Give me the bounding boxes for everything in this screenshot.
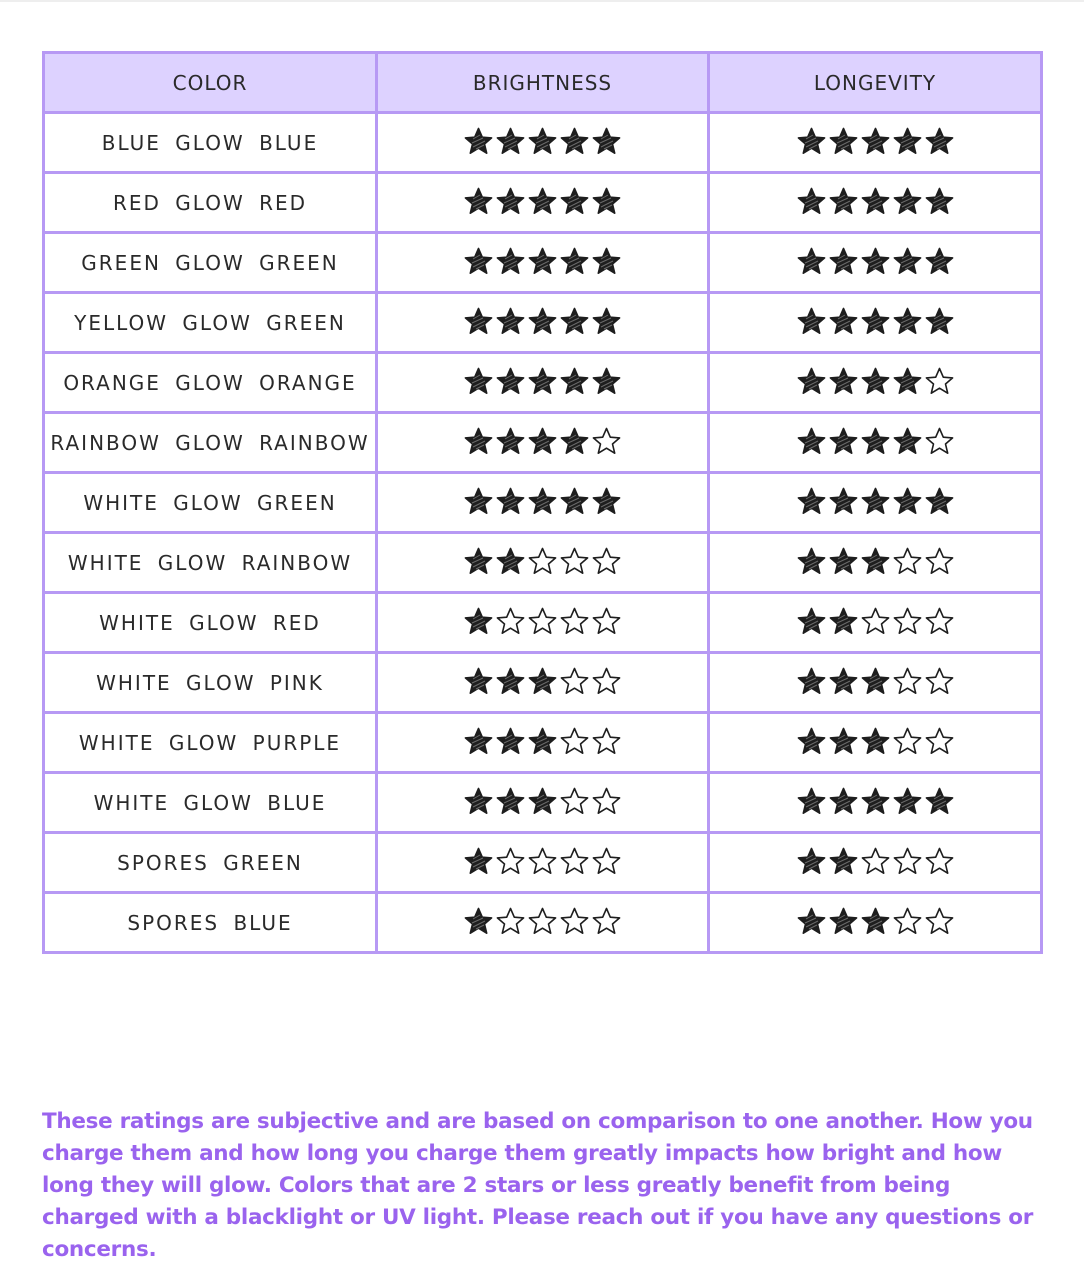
filled-star-icon	[893, 487, 922, 515]
filled-star-icon	[464, 547, 493, 575]
filled-star-icon	[464, 247, 493, 275]
brightness-stars	[464, 847, 621, 875]
brightness-rating	[377, 593, 709, 653]
filled-star-icon	[464, 487, 493, 515]
color-name: WHITE GLOW RED	[44, 593, 377, 653]
filled-star-icon	[528, 187, 557, 215]
longevity-stars	[797, 127, 954, 155]
filled-star-icon	[797, 907, 826, 935]
brightness-stars	[464, 607, 621, 635]
filled-star-icon	[829, 727, 858, 755]
filled-star-icon	[464, 187, 493, 215]
brightness-stars	[464, 307, 621, 335]
brightness-rating	[377, 293, 709, 353]
empty-star-icon	[496, 847, 525, 875]
color-name: WHITE GLOW BLUE	[44, 773, 377, 833]
longevity-stars	[797, 187, 954, 215]
filled-star-icon	[592, 127, 621, 155]
brightness-rating	[377, 713, 709, 773]
empty-star-icon	[893, 607, 922, 635]
color-name: RAINBOW GLOW RAINBOW	[44, 413, 377, 473]
longevity-rating	[709, 413, 1042, 473]
longevity-rating	[709, 293, 1042, 353]
glow-ratings-table	[42, 51, 1043, 954]
filled-star-icon	[861, 667, 890, 695]
table-row	[44, 533, 1042, 593]
filled-star-icon	[925, 307, 954, 335]
filled-star-icon	[560, 127, 589, 155]
filled-star-icon	[829, 247, 858, 275]
brightness-stars	[464, 427, 621, 455]
empty-star-icon	[925, 667, 954, 695]
filled-star-icon	[797, 367, 826, 395]
filled-star-icon	[496, 667, 525, 695]
brightness-rating	[377, 353, 709, 413]
table-body	[44, 113, 1042, 953]
table-row	[44, 413, 1042, 473]
brightness-rating	[377, 173, 709, 233]
filled-star-icon	[925, 487, 954, 515]
empty-star-icon	[592, 847, 621, 875]
filled-star-icon	[528, 247, 557, 275]
color-name: RED GLOW RED	[44, 173, 377, 233]
filled-star-icon	[829, 307, 858, 335]
longevity-stars	[797, 667, 954, 695]
color-name: SPORES BLUE	[44, 893, 377, 953]
empty-star-icon	[592, 607, 621, 635]
brightness-stars	[464, 547, 621, 575]
color-name: ORANGE GLOW ORANGE	[44, 353, 377, 413]
color-name: WHITE GLOW GREEN	[44, 473, 377, 533]
filled-star-icon	[496, 187, 525, 215]
table-row	[44, 293, 1042, 353]
filled-star-icon	[829, 367, 858, 395]
filled-star-icon	[861, 187, 890, 215]
filled-star-icon	[797, 187, 826, 215]
brightness-rating	[377, 653, 709, 713]
longevity-rating	[709, 833, 1042, 893]
filled-star-icon	[560, 487, 589, 515]
longevity-stars	[797, 907, 954, 935]
empty-star-icon	[925, 607, 954, 635]
brightness-stars	[464, 787, 621, 815]
empty-star-icon	[925, 727, 954, 755]
filled-star-icon	[464, 307, 493, 335]
filled-star-icon	[861, 727, 890, 755]
header-brightness: BRIGHTNESS	[377, 53, 709, 113]
filled-star-icon	[464, 847, 493, 875]
longevity-rating	[709, 593, 1042, 653]
brightness-stars	[464, 487, 621, 515]
color-name: GREEN GLOW GREEN	[44, 233, 377, 293]
brightness-rating	[377, 473, 709, 533]
brightness-rating	[377, 893, 709, 953]
filled-star-icon	[861, 367, 890, 395]
table-row	[44, 113, 1042, 173]
filled-star-icon	[861, 487, 890, 515]
longevity-stars	[797, 367, 954, 395]
longevity-stars	[797, 247, 954, 275]
filled-star-icon	[464, 907, 493, 935]
filled-star-icon	[829, 667, 858, 695]
empty-star-icon	[893, 847, 922, 875]
filled-star-icon	[861, 247, 890, 275]
filled-star-icon	[496, 427, 525, 455]
filled-star-icon	[925, 787, 954, 815]
empty-star-icon	[592, 787, 621, 815]
filled-star-icon	[829, 547, 858, 575]
filled-star-icon	[592, 367, 621, 395]
empty-star-icon	[925, 907, 954, 935]
filled-star-icon	[528, 307, 557, 335]
table-row	[44, 233, 1042, 293]
filled-star-icon	[464, 787, 493, 815]
filled-star-icon	[560, 427, 589, 455]
filled-star-icon	[797, 127, 826, 155]
header-longevity: LONGEVITY	[709, 53, 1042, 113]
empty-star-icon	[560, 907, 589, 935]
brightness-rating	[377, 833, 709, 893]
filled-star-icon	[797, 547, 826, 575]
table-row	[44, 833, 1042, 893]
filled-star-icon	[861, 427, 890, 455]
longevity-rating	[709, 233, 1042, 293]
brightness-stars	[464, 247, 621, 275]
filled-star-icon	[528, 127, 557, 155]
longevity-stars	[797, 847, 954, 875]
brightness-rating	[377, 413, 709, 473]
filled-star-icon	[464, 367, 493, 395]
empty-star-icon	[925, 547, 954, 575]
filled-star-icon	[861, 907, 890, 935]
longevity-stars	[797, 787, 954, 815]
filled-star-icon	[464, 667, 493, 695]
longevity-stars	[797, 307, 954, 335]
filled-star-icon	[893, 307, 922, 335]
brightness-rating	[377, 113, 709, 173]
longevity-rating	[709, 713, 1042, 773]
filled-star-icon	[528, 427, 557, 455]
filled-star-icon	[829, 607, 858, 635]
filled-star-icon	[496, 247, 525, 275]
brightness-stars	[464, 727, 621, 755]
empty-star-icon	[560, 847, 589, 875]
empty-star-icon	[528, 607, 557, 635]
filled-star-icon	[893, 127, 922, 155]
filled-star-icon	[893, 427, 922, 455]
filled-star-icon	[496, 367, 525, 395]
longevity-stars	[797, 487, 954, 515]
longevity-stars	[797, 607, 954, 635]
filled-star-icon	[464, 607, 493, 635]
filled-star-icon	[829, 907, 858, 935]
brightness-stars	[464, 367, 621, 395]
table-row	[44, 593, 1042, 653]
empty-star-icon	[528, 847, 557, 875]
empty-star-icon	[861, 847, 890, 875]
filled-star-icon	[592, 307, 621, 335]
filled-star-icon	[560, 307, 589, 335]
brightness-stars	[464, 127, 621, 155]
filled-star-icon	[925, 127, 954, 155]
filled-star-icon	[464, 427, 493, 455]
filled-star-icon	[496, 307, 525, 335]
color-name: WHITE GLOW PURPLE	[44, 713, 377, 773]
filled-star-icon	[496, 787, 525, 815]
filled-star-icon	[829, 787, 858, 815]
filled-star-icon	[829, 427, 858, 455]
brightness-rating	[377, 533, 709, 593]
table-row	[44, 713, 1042, 773]
filled-star-icon	[861, 787, 890, 815]
filled-star-icon	[797, 607, 826, 635]
empty-star-icon	[925, 367, 954, 395]
filled-star-icon	[464, 727, 493, 755]
filled-star-icon	[496, 727, 525, 755]
header-color: COLOR	[44, 53, 377, 113]
empty-star-icon	[560, 667, 589, 695]
filled-star-icon	[861, 547, 890, 575]
filled-star-icon	[528, 367, 557, 395]
filled-star-icon	[560, 187, 589, 215]
filled-star-icon	[592, 487, 621, 515]
empty-star-icon	[592, 547, 621, 575]
longevity-rating	[709, 173, 1042, 233]
empty-star-icon	[592, 727, 621, 755]
filled-star-icon	[893, 787, 922, 815]
filled-star-icon	[829, 487, 858, 515]
filled-star-icon	[797, 847, 826, 875]
filled-star-icon	[893, 187, 922, 215]
empty-star-icon	[528, 907, 557, 935]
longevity-rating	[709, 653, 1042, 713]
brightness-rating	[377, 233, 709, 293]
header-row	[44, 53, 1042, 113]
filled-star-icon	[560, 247, 589, 275]
table-row	[44, 353, 1042, 413]
longevity-stars	[797, 547, 954, 575]
filled-star-icon	[528, 727, 557, 755]
color-name: WHITE GLOW PINK	[44, 653, 377, 713]
filled-star-icon	[925, 187, 954, 215]
filled-star-icon	[797, 667, 826, 695]
table-row	[44, 893, 1042, 953]
empty-star-icon	[496, 607, 525, 635]
longevity-stars	[797, 427, 954, 455]
empty-star-icon	[592, 667, 621, 695]
filled-star-icon	[496, 487, 525, 515]
empty-star-icon	[560, 787, 589, 815]
longevity-rating	[709, 533, 1042, 593]
empty-star-icon	[592, 907, 621, 935]
longevity-rating	[709, 353, 1042, 413]
filled-star-icon	[925, 247, 954, 275]
filled-star-icon	[592, 187, 621, 215]
filled-star-icon	[797, 307, 826, 335]
filled-star-icon	[829, 127, 858, 155]
empty-star-icon	[893, 667, 922, 695]
empty-star-icon	[861, 607, 890, 635]
empty-star-icon	[496, 907, 525, 935]
empty-star-icon	[893, 547, 922, 575]
filled-star-icon	[829, 187, 858, 215]
filled-star-icon	[797, 787, 826, 815]
color-name: YELLOW GLOW GREEN	[44, 293, 377, 353]
table-row	[44, 773, 1042, 833]
empty-star-icon	[893, 907, 922, 935]
filled-star-icon	[496, 127, 525, 155]
filled-star-icon	[829, 847, 858, 875]
filled-star-icon	[797, 727, 826, 755]
brightness-rating	[377, 773, 709, 833]
filled-star-icon	[528, 667, 557, 695]
longevity-stars	[797, 727, 954, 755]
empty-star-icon	[925, 427, 954, 455]
table-row	[44, 173, 1042, 233]
filled-star-icon	[797, 247, 826, 275]
top-divider	[0, 0, 1084, 2]
empty-star-icon	[592, 427, 621, 455]
filled-star-icon	[592, 247, 621, 275]
ratings-disclaimer: These ratings are subjective and are based on comparison to one another. How you charge them and how long you charge them greatly impacts how bright and how long they will glow. Colors that are 2 stars or less greatly benefit from being charged with a blacklight or UV light. Please reach out if you have any questions or concerns.	[42, 1109, 1034, 1262]
color-name: SPORES GREEN	[44, 833, 377, 893]
color-name: BLUE GLOW BLUE	[44, 113, 377, 173]
longevity-rating	[709, 113, 1042, 173]
empty-star-icon	[893, 727, 922, 755]
filled-star-icon	[797, 427, 826, 455]
filled-star-icon	[464, 127, 493, 155]
filled-star-icon	[528, 787, 557, 815]
color-name: WHITE GLOW RAINBOW	[44, 533, 377, 593]
longevity-rating	[709, 773, 1042, 833]
filled-star-icon	[528, 487, 557, 515]
empty-star-icon	[560, 547, 589, 575]
table-row	[44, 473, 1042, 533]
brightness-stars	[464, 907, 621, 935]
empty-star-icon	[560, 727, 589, 755]
filled-star-icon	[797, 487, 826, 515]
empty-star-icon	[560, 607, 589, 635]
filled-star-icon	[861, 127, 890, 155]
filled-star-icon	[560, 367, 589, 395]
filled-star-icon	[893, 247, 922, 275]
brightness-stars	[464, 187, 621, 215]
filled-star-icon	[893, 367, 922, 395]
longevity-rating	[709, 473, 1042, 533]
filled-star-icon	[496, 547, 525, 575]
empty-star-icon	[925, 847, 954, 875]
table-row	[44, 653, 1042, 713]
longevity-rating	[709, 893, 1042, 953]
filled-star-icon	[861, 307, 890, 335]
brightness-stars	[464, 667, 621, 695]
empty-star-icon	[528, 547, 557, 575]
